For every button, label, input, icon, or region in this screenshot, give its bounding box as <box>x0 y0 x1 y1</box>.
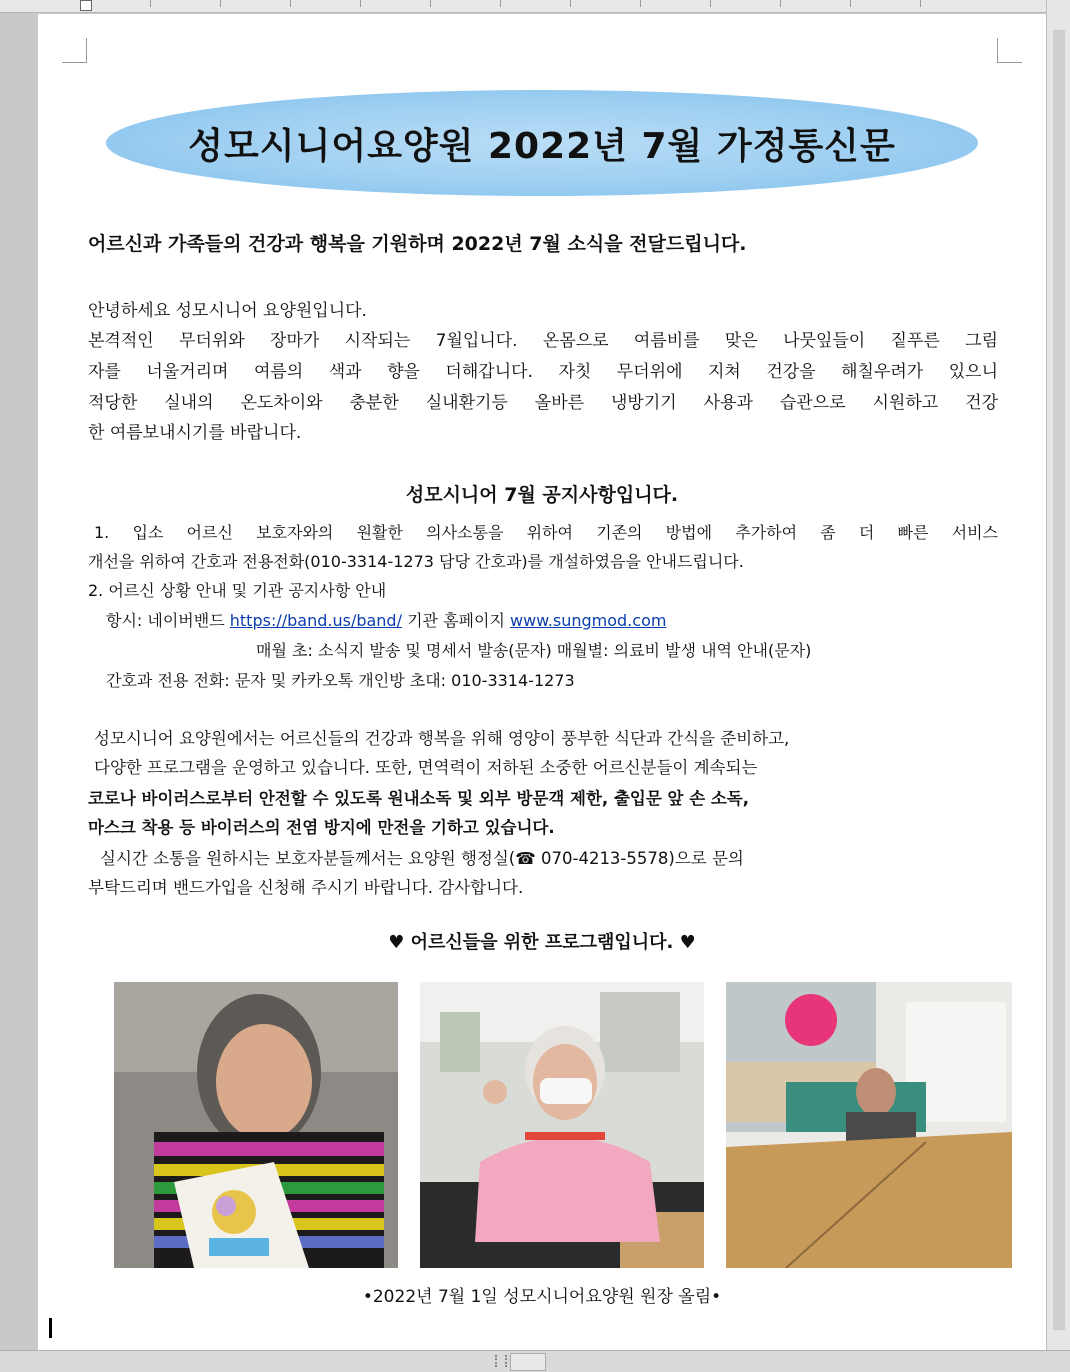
notice-item-1-line-1: 1. 입소 어르신 보호자와의 원활한 의사소통을 위하여 기존의 방법에 추가하여 좀 더 빠른 서비스 <box>94 523 998 542</box>
intro-line-5: 한 여름보내시기를 바랍니다. <box>88 423 302 443</box>
view-toggle-button[interactable] <box>510 1353 546 1371</box>
vertical-scrollbar[interactable] <box>1046 0 1070 1350</box>
photo-resident-coloring <box>114 982 398 1268</box>
intro-line-1: 안녕하세요 성모시니어 요양원입니다. <box>88 301 367 321</box>
monthly-line: 매월 초: 소식지 발송 및 명세서 발송(문자) 매월별: 의료비 발생 내역 안내(문자) <box>256 641 812 660</box>
margin-corner-top-right <box>997 38 1022 63</box>
homepage-label: 기관 홈페이지 <box>407 611 505 630</box>
band-link[interactable]: https://band.us/band/ <box>229 611 402 630</box>
title-banner <box>106 90 978 196</box>
greeting-line: 어르신과 가족들의 건강과 행복을 기원하며 2022년 7월 소식을 전달드립니다. <box>88 233 747 255</box>
ruler-indent-marker[interactable] <box>80 0 92 11</box>
body2-line-2: 다양한 프로그램을 운영하고 있습니다. 또한, 면역력이 저하된 소중한 어르신분들이 계속되는 <box>94 758 758 777</box>
intro-line-4: 적당한 실내의 온도차이와 충분한 실내환기등 올바른 냉방기기 사용과 습관으로 시원하고 건강 <box>88 393 998 413</box>
scrollbar-thumb[interactable] <box>1053 30 1065 1330</box>
notice-item-2: 2. 어르신 상황 안내 및 기관 공지사항 안내 <box>88 581 387 600</box>
always-contact-line <box>106 610 666 632</box>
nurse-line: 간호과 전용 전화: 문자 및 카카오톡 개인방 초대: 010-3314-1273 <box>106 671 575 690</box>
intro-line-3: 자를 너울거리며 여름의 색과 향을 더해갑니다. 자칫 무더위에 지쳐 건강을 해칠우려가 있으니 <box>88 362 998 382</box>
always-label: 항시: 네이버밴드 <box>106 611 225 630</box>
photo-resident-wheelchair <box>420 982 704 1268</box>
photo-resident-coloring-icon <box>114 982 398 1268</box>
document-page <box>38 14 1047 1354</box>
photo-resident-balloon-icon <box>726 982 1012 1268</box>
text-cursor <box>49 1318 52 1338</box>
photo-resident-wheelchair-icon <box>420 982 704 1268</box>
body2-line-3: 코로나 바이러스로부터 안전할 수 있도록 원내소독 및 외부 방문객 제한, 출입문 앞 손 소독, <box>88 789 750 808</box>
document-title: 성모시니어요양원 2022년 7월 가정통신문 <box>188 125 896 167</box>
split-grip-icon[interactable] <box>495 1355 507 1367</box>
body2-line-1: 성모시니어 요양원에서는 어르신들의 건강과 행복을 위해 영양이 풍부한 식단과 간식을 준비하고, <box>94 729 790 748</box>
program-heading: ♥ 어르신들을 위한 프로그램입니다. ♥ <box>388 932 696 953</box>
intro-line-2: 본격적인 무더위와 장마가 시작되는 7월입니다. 온몸으로 여름비를 맞은 나뭇잎들이 짙푸른 그림 <box>88 331 998 351</box>
footer-signature: •2022년 7월 1일 성모시니어요양원 원장 올림• <box>362 1287 722 1307</box>
notice-item-1-line-2: 개선을 위하여 간호과 전용전화(010-3314-1273 담당 간호과)를 개설하였음을 안내드립니다. <box>88 552 744 571</box>
body2-line-5: 실시간 소통을 원하시는 보호자분들께서는 요양원 행정실(☎ 070-4213-5578)으로 문의 <box>100 849 744 868</box>
margin-corner-top-left <box>62 38 87 63</box>
body2-line-4: 마스크 착용 등 바이러스의 전염 방지에 만전을 기하고 있습니다. <box>88 818 555 837</box>
status-bar <box>0 1350 1070 1372</box>
notice-heading: 성모시니어 7월 공지사항입니다. <box>405 484 679 506</box>
horizontal-ruler <box>0 0 1070 13</box>
homepage-link[interactable]: www.sungmod.com <box>510 611 667 630</box>
body2-line-6: 부탁드리며 밴드가입을 신청해 주시기 바랍니다. 감사합니다. <box>88 878 524 897</box>
photo-resident-balloon <box>726 982 1012 1268</box>
